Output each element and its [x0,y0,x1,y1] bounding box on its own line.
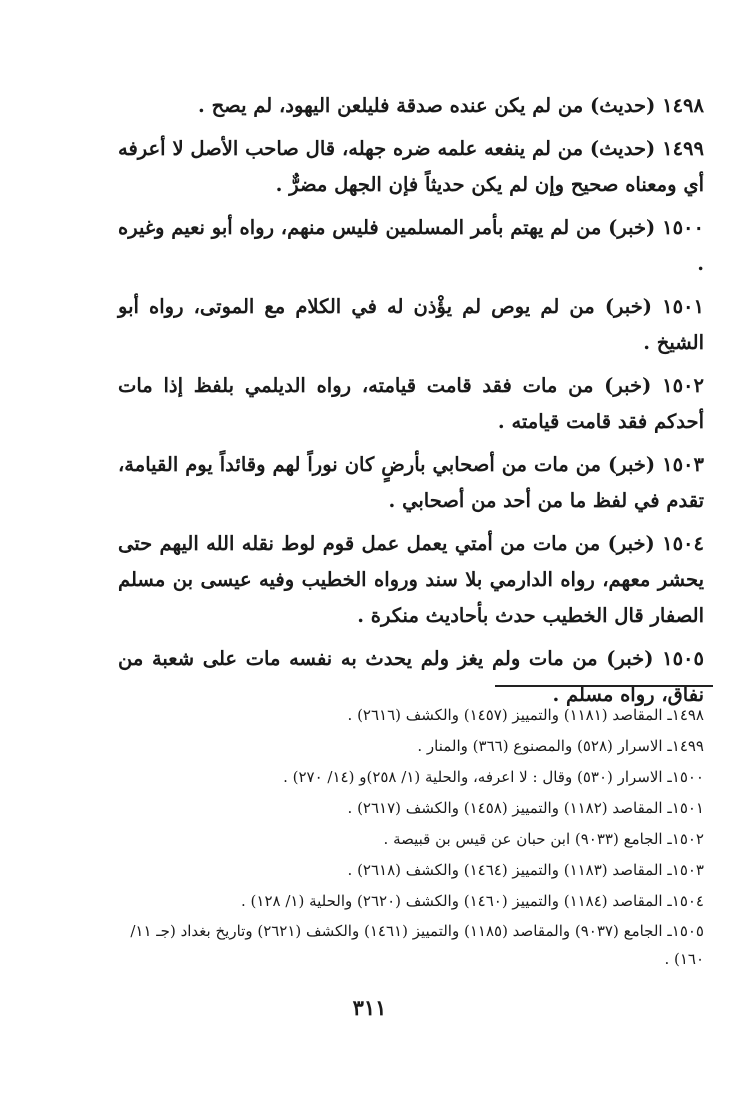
footnote-1500: ١٥٠٠ـ الاسرار (٥٣٠) وقال : لا اعرفه، والحلية (١/ ٢٥٨)و (١٤/ ٢٧٠) . [283,768,704,786]
footnote-1504: ١٥٠٤ـ المقاصد (١١٨٤) والتمييز (١٤٦٠) والكشف (٢٦٢٠) والحلية (١/ ١٢٨) . [241,892,704,910]
footnote-divider [495,685,713,687]
footnote-1505: ١٥٠٥ـ الجامع (٩٠٣٧) والمقاصد (١١٨٥) والتمييز (١٤٦١) والكشف (٢٦٢١) وتاريخ بغداد (جـ ١١/ ١٦٠) . [130,922,704,968]
entry-1499: ١٤٩٩ (حديث) من لم ينفعه علمه ضره جهله، قال صاحب الأصل لا أعرفه أي ومعناه صحيح وإن لم يكن حديثاً فإن الجهل مضرٌّ . [118,137,704,196]
main-text [118,88,704,720]
entry-1504: ١٥٠٤ (خبر) من مات من أمتي يعمل عمل قوم لوط نقله الله اليهم حتى يحشر معهم، رواه الدارمي بلا سند ورواه الخطيب وفيه عيسى بن مسلم الصفار قال الخطيب حدث بأحاديث منكرة . [118,532,704,627]
entry-1501: ١٥٠١ (خبر) من لم يوص لم يؤْذن له في الكلام مع الموتى، رواه أبو الشيخ . [118,295,704,354]
entry-1502: ١٥٠٢ (خبر) من مات فقد قامت قيامته، رواه الديلمي بلفظ إذا مات أحدكم فقد قامت قيامته . [118,374,704,433]
entry-1500: ١٥٠٠ (خبر) من لم يهتم بأمر المسلمين فليس منهم، رواه أبو نعيم وغيره . [118,216,704,275]
footnotes [118,700,704,973]
footnote-1498: ١٤٩٨ـ المقاصد (١١٨١) والتمييز (١٤٥٧) والكشف (٢٦١٦) . [347,706,704,724]
entry-1505: ١٥٠٥ (خبر) من مات ولم يغز ولم يحدث به نفسه مات على شعبة من نفاق، رواه مسلم . [118,647,704,706]
footnote-1501: ١٥٠١ـ المقاصد (١١٨٢) والتمييز (١٤٥٨) والكشف (٢٦١٧) . [347,799,704,817]
footnote-1499: ١٤٩٩ـ الاسرار (٥٢٨) والمصنوع (٣٦٦) والمنار . [417,737,704,755]
footnote-1502: ١٥٠٢ـ الجامع (٩٠٣٣) ابن حبان عن قيس بن قبيصة . [383,830,704,848]
entry-1498: ١٤٩٨ (حديث) من لم يكن عنده صدقة فليلعن اليهود، لم يصح . [198,94,704,117]
page-number: ٣١١ [352,995,387,1020]
footnote-1503: ١٥٠٣ـ المقاصد (١١٨٣) والتمييز (١٤٦٤) والكشف (٢٦١٨) . [347,861,704,879]
entry-1503: ١٥٠٣ (خبر) من مات من أصحابي بأرضٍ كان نوراً لهم وقائداً يوم القيامة، تقدم في لفظ ما من أحد من أصحابي . [118,453,704,512]
